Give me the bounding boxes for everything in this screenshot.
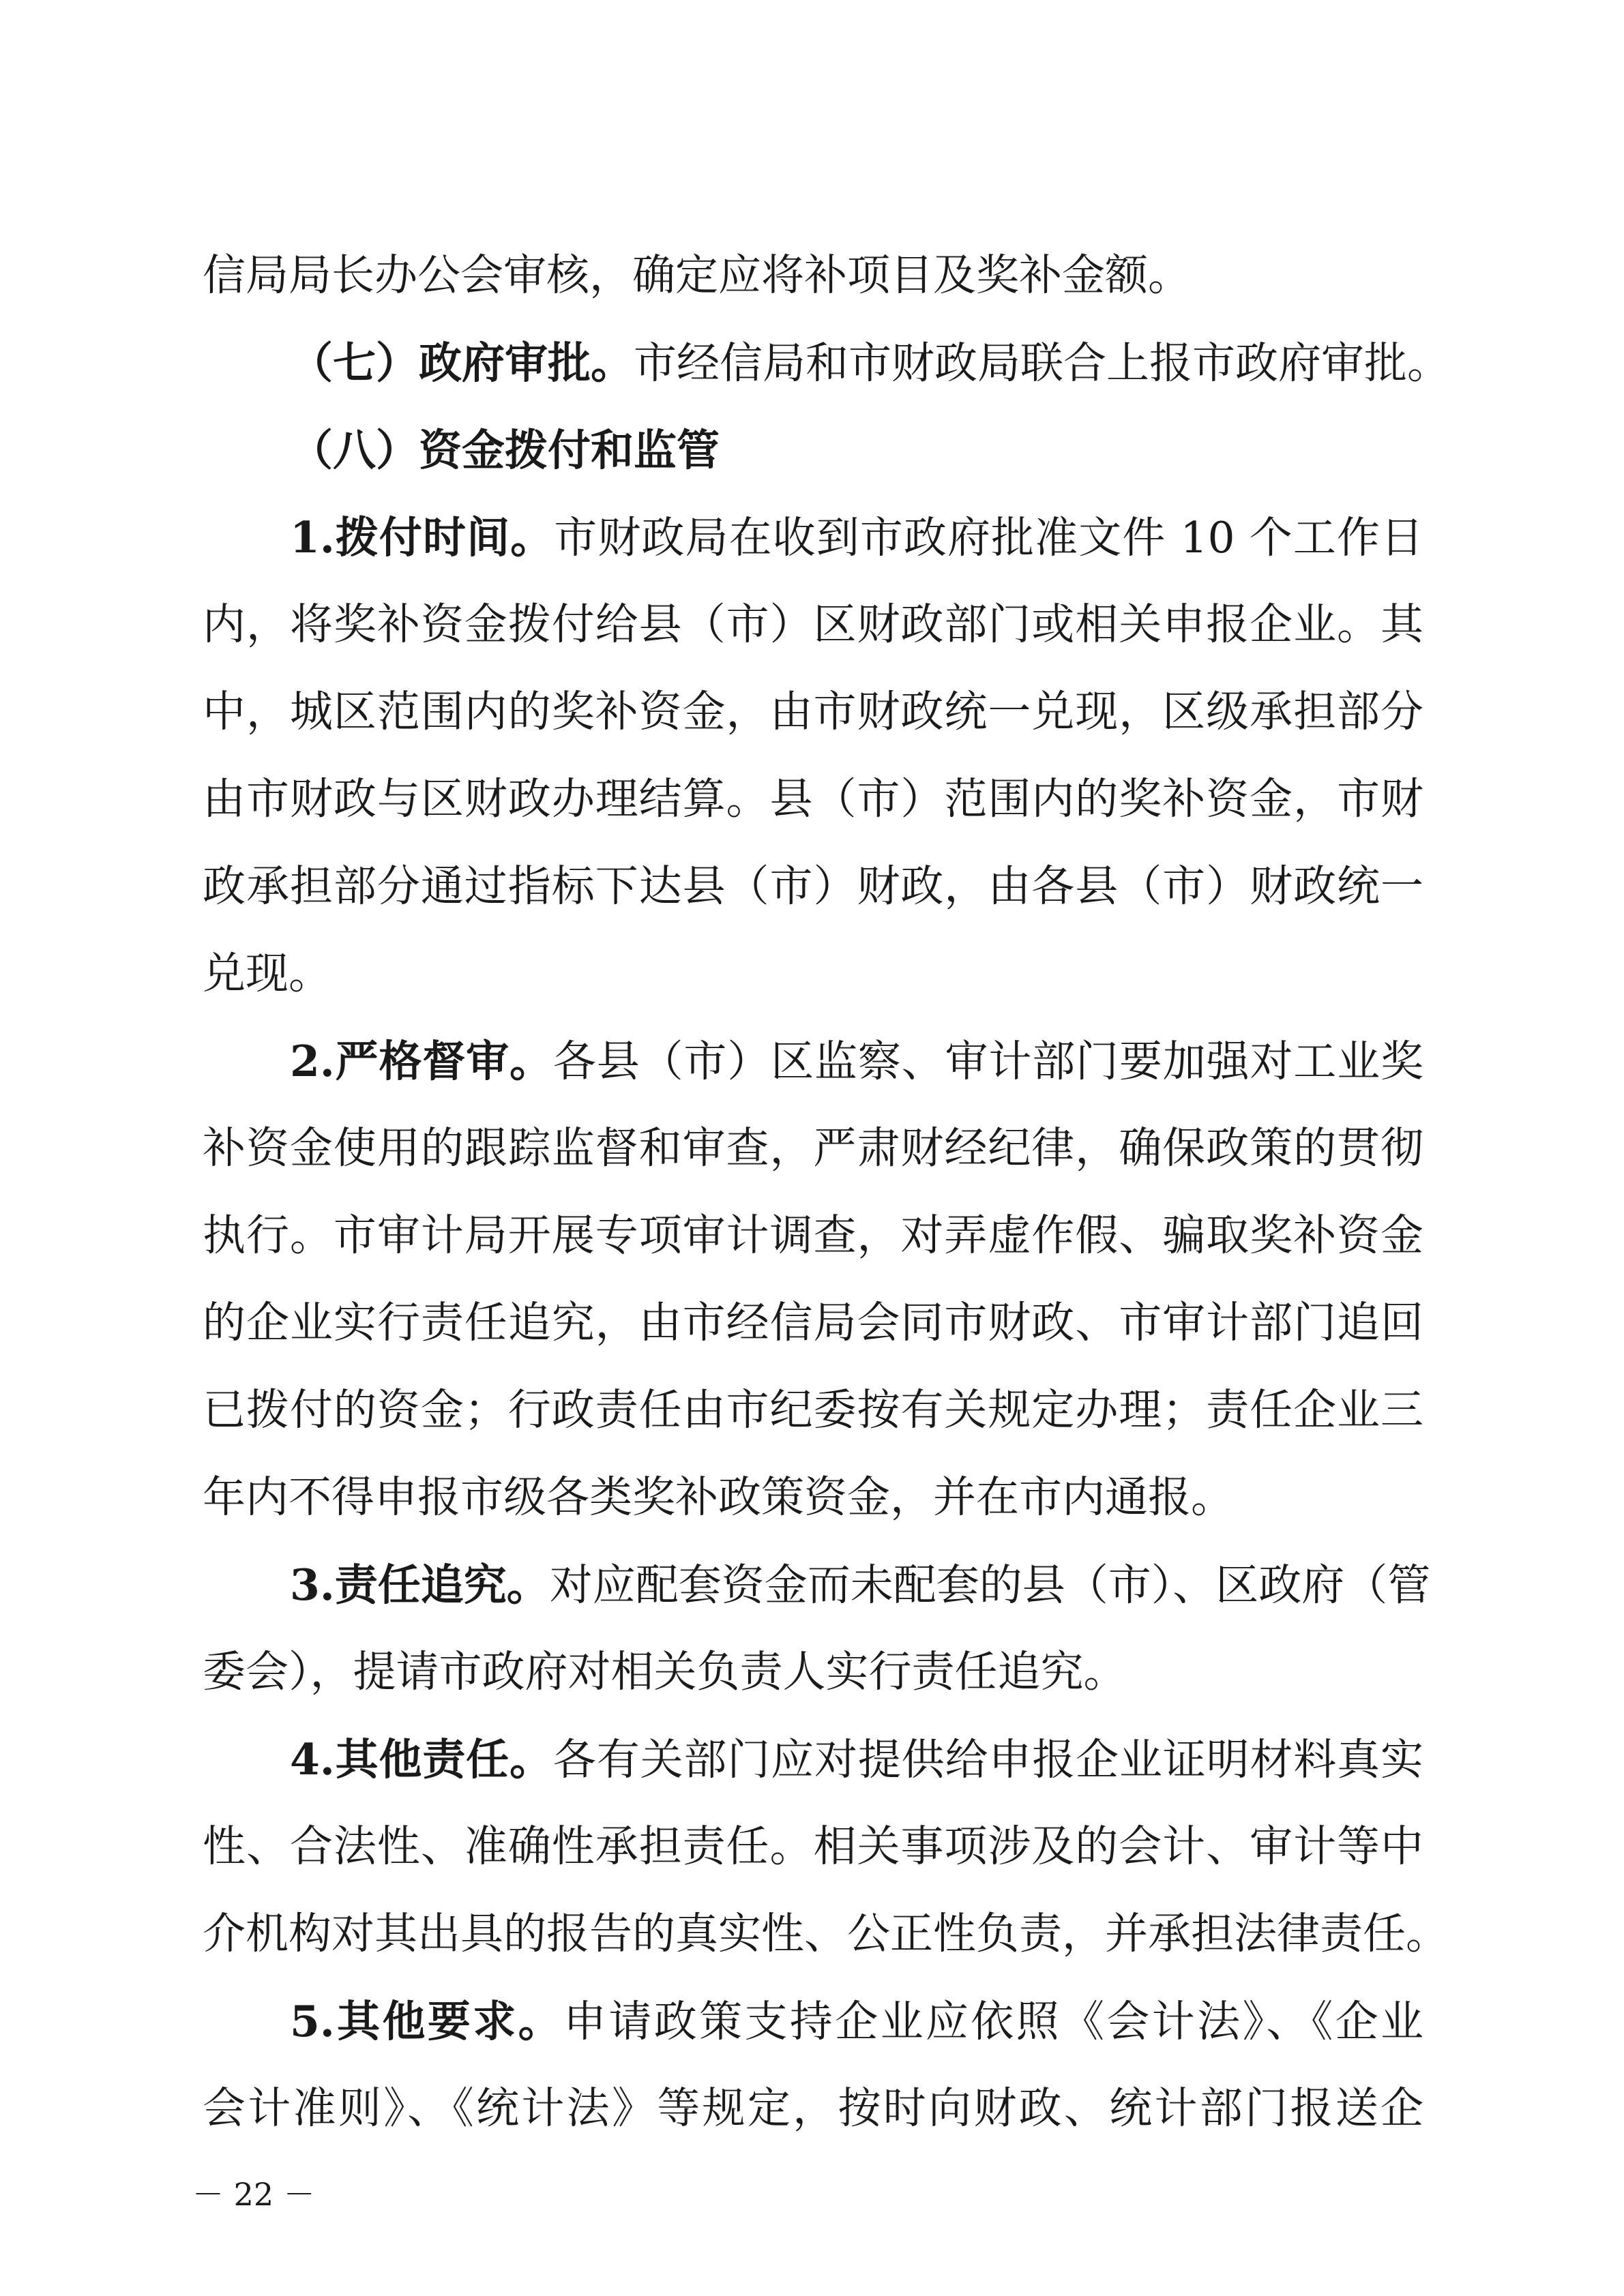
text-line bbox=[203, 2065, 1423, 2152]
text-line bbox=[203, 1367, 1423, 1454]
text-line bbox=[203, 1279, 1423, 1367]
paragraph-text: 中，城区范围内的奖补资金，由市财政统一兑现，区级承担部分 bbox=[203, 687, 1423, 736]
text-line bbox=[203, 1105, 1423, 1192]
section-heading: 2.严格督审。 bbox=[290, 1036, 553, 1086]
text-line bbox=[203, 1454, 1423, 1541]
paragraph-text: 内，将奖补资金拨付给县（市）区财政部门或相关申报企业。其 bbox=[203, 599, 1423, 649]
paragraph-text: 由市财政与区财政办理结算。县（市）范围内的奖补资金，市财 bbox=[203, 774, 1423, 824]
text-line bbox=[203, 406, 1423, 494]
text-line bbox=[203, 232, 1423, 319]
paragraph-text: 兑现。 bbox=[203, 949, 331, 998]
paragraph-text: 各有关部门应对提供给申报企业证明材料真实 bbox=[552, 1735, 1424, 1785]
section-heading: （七）政府审批。 bbox=[290, 338, 634, 388]
paragraph-text: 介机构对其出具的报告的真实性、公正性负责，并承担法律责任。 bbox=[203, 1909, 1449, 1958]
text-line bbox=[203, 668, 1423, 756]
text-line bbox=[203, 319, 1450, 406]
text-line bbox=[203, 843, 1423, 930]
paragraph-text: 申请政策支持企业应依照《会计法》、《企业 bbox=[563, 1997, 1423, 2046]
text-line bbox=[203, 494, 1423, 581]
paragraph-text: 补资金使用的跟踪监督和审查，严肃财经纪律，确保政策的贯彻 bbox=[203, 1123, 1423, 1173]
text-line bbox=[203, 1017, 1423, 1105]
text-line bbox=[203, 1541, 1431, 1628]
paragraph-text: 已拨付的资金；行政责任由市纪委按有关规定办理；责任企业三 bbox=[203, 1385, 1423, 1435]
text-line bbox=[203, 1628, 1423, 1716]
paragraph-text: 性、合法性、准确性承担责任。相关事项涉及的会计、审计等中 bbox=[203, 1821, 1423, 1871]
text-line bbox=[203, 1803, 1423, 1890]
text-line bbox=[203, 930, 1423, 1017]
text-line bbox=[203, 1890, 1449, 1978]
section-heading: 5.其他要求。 bbox=[290, 1996, 563, 2046]
page-number: － 22 － bbox=[192, 2176, 315, 2213]
text-line bbox=[203, 581, 1423, 668]
text-line bbox=[203, 1716, 1423, 1803]
text-line bbox=[203, 1192, 1423, 1279]
text-line bbox=[203, 1978, 1423, 2065]
section-heading: 3.责任追究。 bbox=[290, 1560, 550, 1610]
document-body bbox=[203, 232, 1450, 2152]
paragraph-text: 的企业实行责任追究，由市经信局会同市财政、市审计部门追回 bbox=[203, 1298, 1423, 1347]
section-heading: 1.拨付时间。 bbox=[290, 512, 555, 563]
paragraph-text: 年内不得申报市级各类奖补政策资金，并在市内通报。 bbox=[203, 1472, 1234, 1522]
paragraph-text: 会计准则》、《统计法》等规定，按时向财政、统计部门报送企 bbox=[203, 2083, 1423, 2133]
paragraph-text: 市财政局在收到市政府批准文件 10 个工作日 bbox=[554, 513, 1423, 563]
paragraph-text: 执行。市审计局开展专项审计调查，对弄虚作假、骗取奖补资金 bbox=[203, 1210, 1423, 1260]
paragraph-text: 市经信局和市财政局联合上报市政府审批。 bbox=[634, 338, 1450, 388]
paragraph-text: 政承担部分通过指标下达县（市）财政，由各县（市）财政统一 bbox=[203, 861, 1423, 911]
section-heading: 4.其他责任。 bbox=[290, 1734, 553, 1785]
paragraph-text: 各县（市）区监察、审计部门要加强对工业奖 bbox=[552, 1037, 1424, 1086]
paragraph-text: 对应配套资金而未配套的县（市）、区政府（管 bbox=[549, 1560, 1431, 1610]
paragraph-text: 信局局长办公会审核，确定应将补项目及奖补金额。 bbox=[203, 250, 1191, 300]
text-line bbox=[203, 756, 1423, 843]
section-heading: （八）资金拨付和监管 bbox=[290, 425, 720, 475]
paragraph-text: 委会），提请市政府对相关负责人实行责任追究。 bbox=[203, 1647, 1127, 1697]
